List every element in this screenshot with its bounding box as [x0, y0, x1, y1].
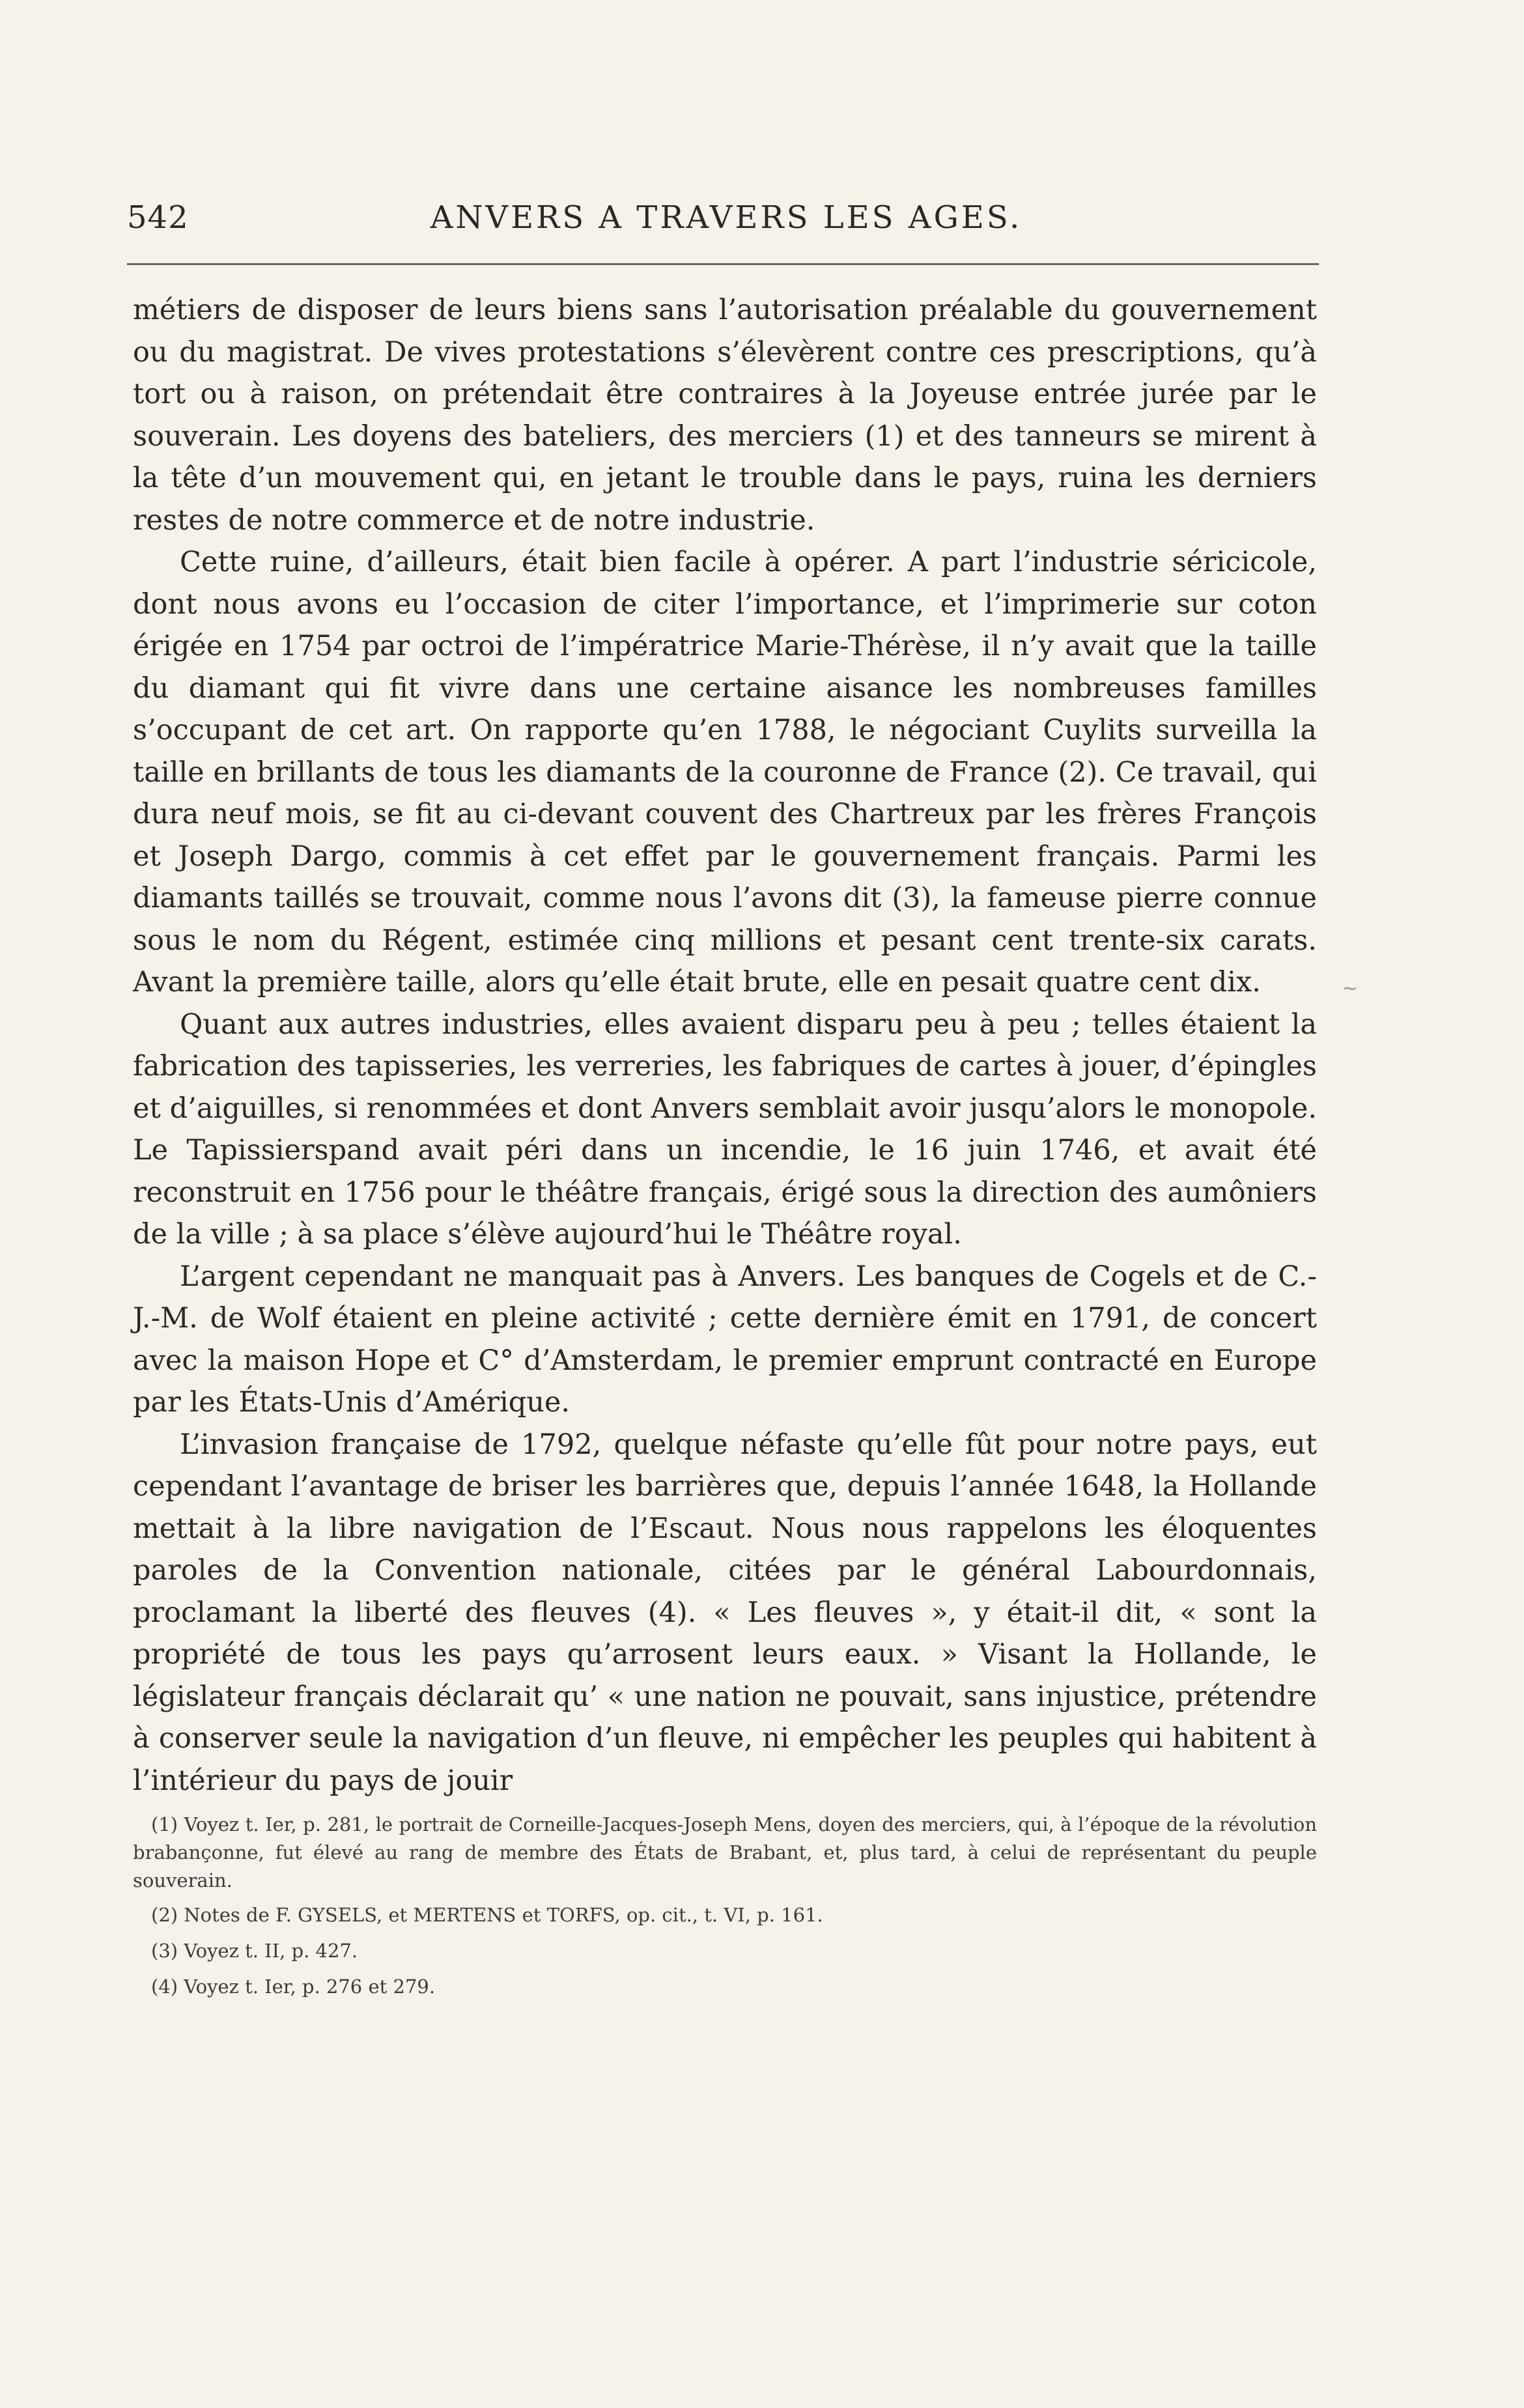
paragraph: Quant aux autres industries, elles avaient disparu peu à peu ; telles étaient la fabrication des tapisseries, les verreries, les fabriques de cartes à jouer, d’épingles et d’aiguilles, si renommées et dont Anvers semblait avoir jusqu’alors le monopole. Le Tapissierspand avait péri dans un incendie, le 16 juin 1746, et avait été reconstruit en 1756 pour le théâtre français, érigé sous la direction des aumôniers de la ville ; à sa place s’élève aujourd’hui le Théâtre royal. [133, 1008, 1317, 1251]
paragraph: L’invasion française de 1792, quelque néfaste qu’elle fût pour notre pays, eut cependant l’avantage de briser les barrières que, depuis l’année 1648, la Hollande mettait à la libre navigation de l’Escaut. Nous nous rappelons les éloquentes paroles de la Convention nationale, citées par le général Labourdonnais, proclamant la liberté des fleuves (4). « Les fleuves », y était-il dit, « sont la propriété de tous les pays qu’arrosent leurs eaux. » Visant la Hollande, le législateur français déclarait qu’ « une nation ne pouvait, sans injustice, prétendre à conserver seule la navigation d’un fleuve, ni empêcher les peuples qui habitent à l’intérieur du pays de jouir [133, 1428, 1317, 1797]
header-rule [127, 263, 1319, 265]
margin-mark: ~ [1342, 977, 1359, 1000]
paragraph: Cette ruine, d’ailleurs, était bien facile à opérer. A part l’industrie séricicole, dont nous avons eu l’occasion de citer l’importance, et l’imprimerie sur coton érigée en 1754 par octroi de l’impératrice Marie-Thérèse, il n’y avait que la taille du diamant qui fit vivre dans une certaine aisance les nombreuses familles s’occupant de cet art. On rapporte qu’en 1788, le négociant Cuylits surveilla la taille en brillants de tous les diamants de la couronne de France (2). Ce travail, qui dura neuf mois, se fit au ci-devant couvent des Chartreux par les frères François et Joseph Dargo, commis à cet effet par le gouvernement français. Parmi les diamants taillés se trouvait, comme nous l’avons dit (3), la fameuse pierre connue sous le nom du Régent, estimée cinq millions et pesant cent trente-six carats. Avant la première taille, alors qu’elle était brute, elle en pesait quatre cent dix. [133, 546, 1317, 999]
paragraph: L’argent cependant ne manquait pas à Anvers. Les banques de Cogels et de C.-J.-M. de Wolf étaient en pleine activité ; cette dernière émit en 1791, de concert avec la maison Hope et C° d’Amsterdam, le premier emprunt contracté en Europe par les États-Unis d’Amérique. [133, 1260, 1317, 1419]
footnote: (3) Voyez t. II, p. 427. [151, 1940, 358, 1962]
main-text [133, 289, 1317, 1802]
running-title: ANVERS A TRAVERS LES AGES. [430, 199, 1023, 236]
page-number: 542 [127, 199, 189, 236]
footnote: (2) Notes de F. GYSELS, et MERTENS et TORFS, op. cit., t. VI, p. 161. [151, 1904, 823, 1926]
footnote: (1) Voyez t. Ier, p. 281, le portrait de Corneille-Jacques-Joseph Mens, doyen des merciers, qui, à l’époque de la révolution brabançonne, fut élevé au rang de membre des États de Brabant, et, plus tard, à celui de représentant du peuple souverain. [133, 1813, 1317, 1891]
page-header [127, 195, 1325, 248]
paragraph: métiers de disposer de leurs biens sans l’autorisation préalable du gouvernement ou du magistrat. De vives protestations s’élevèrent contre ces prescriptions, qu’à tort ou à raison, on prétendait être contraires à la Joyeuse entrée jurée par le souverain. Les doyens des bateliers, des merciers (1) et des tanneurs se mirent à la tête d’un mouvement qui, en jetant le trouble dans le pays, ruina les derniers restes de notre commerce et de notre industrie. [133, 294, 1317, 537]
footnotes [133, 1811, 1317, 2009]
footnote: (4) Voyez t. Ier, p. 276 et 279. [151, 1976, 436, 1998]
